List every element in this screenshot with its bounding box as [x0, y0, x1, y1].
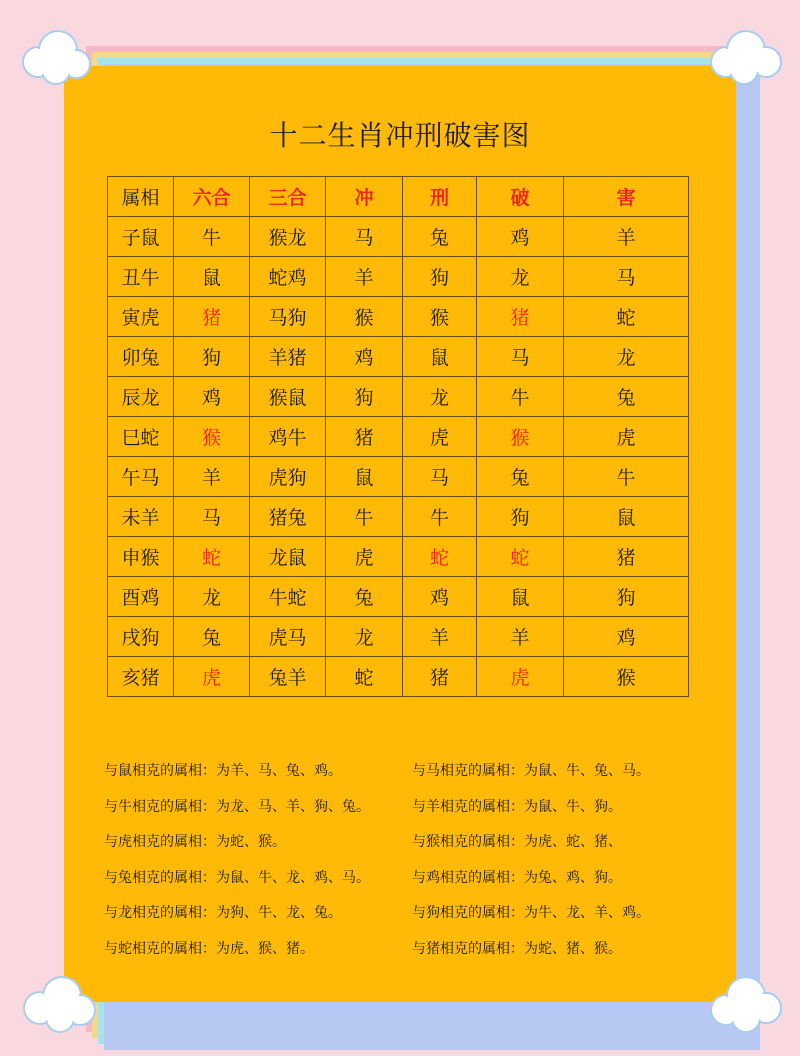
row-zodiac-cell: 寅虎	[108, 297, 174, 337]
table-cell: 狗	[403, 257, 477, 297]
table-cell: 狗	[477, 497, 564, 537]
table-cell: 蛇	[174, 537, 250, 577]
notes-right-column	[412, 754, 650, 967]
row-zodiac-cell: 未羊	[108, 497, 174, 537]
table-cell: 马	[326, 217, 403, 257]
table-cell: 虎	[564, 417, 689, 457]
zodiac-table	[107, 176, 689, 697]
table-row	[108, 417, 689, 457]
table-cell: 鸡牛	[250, 417, 326, 457]
table-cell: 羊猪	[250, 337, 326, 377]
table-cell: 猪	[174, 297, 250, 337]
header-liuhe: 六合	[174, 177, 250, 217]
table-cell: 蛇	[326, 657, 403, 697]
table-cell: 牛	[174, 217, 250, 257]
table-cell: 蛇鸡	[250, 257, 326, 297]
table-cell: 猪	[403, 657, 477, 697]
row-zodiac-cell: 卯兔	[108, 337, 174, 377]
table-cell: 鼠	[564, 497, 689, 537]
row-zodiac-cell: 巳蛇	[108, 417, 174, 457]
table-cell: 马	[403, 457, 477, 497]
note-line: 与狗相克的属相：为牛、龙、羊、鸡。	[412, 905, 650, 921]
table-cell: 牛	[326, 497, 403, 537]
table-cell: 马	[477, 337, 564, 377]
table-cell: 羊	[326, 257, 403, 297]
note-line: 与猪相克的属相：为蛇、猪、猴。	[412, 940, 622, 957]
table-cell: 兔	[477, 457, 564, 497]
table-cell: 猴龙	[250, 217, 326, 257]
header-xing: 刑	[403, 177, 477, 217]
header-sanhe: 三合	[250, 177, 326, 217]
table-cell: 兔	[403, 217, 477, 257]
row-zodiac-cell: 申猴	[108, 537, 174, 577]
note-line: 与猴相克的属相：为虎、蛇、猪、	[412, 834, 622, 850]
table-cell: 猪	[564, 537, 689, 577]
header-chong: 冲	[326, 177, 403, 217]
table-row	[108, 657, 689, 697]
table-cell: 兔	[564, 377, 689, 417]
table-cell: 猴	[477, 417, 564, 457]
table-cell: 狗	[564, 577, 689, 617]
table-cell: 马	[174, 497, 250, 537]
table-row	[108, 337, 689, 377]
note-line: 与鸡相克的属相：为兔、鸡、狗。	[412, 869, 622, 886]
table-row	[108, 537, 689, 577]
table-cell: 龙	[174, 577, 250, 617]
table-row	[108, 457, 689, 497]
table-row	[108, 497, 689, 537]
table-cell: 猪	[326, 417, 403, 457]
table-cell: 羊	[403, 617, 477, 657]
cloud-icon	[18, 26, 94, 88]
table-cell: 虎马	[250, 617, 326, 657]
table-cell: 虎	[477, 657, 564, 697]
table-row	[108, 377, 689, 417]
header-zodiac: 属相	[108, 177, 174, 217]
table-row	[108, 617, 689, 657]
note-line: 与蛇相克的属相：为虎、猴、猪。	[104, 940, 314, 957]
table-cell: 猴	[326, 297, 403, 337]
table-cell: 狗	[174, 337, 250, 377]
table-cell: 蛇	[564, 297, 689, 337]
table-cell: 牛	[403, 497, 477, 537]
table-cell: 猴鼠	[250, 377, 326, 417]
table-cell: 羊	[564, 217, 689, 257]
table-cell: 龙	[326, 617, 403, 657]
table-cell: 龙鼠	[250, 537, 326, 577]
table-cell: 兔	[174, 617, 250, 657]
table-row	[108, 217, 689, 257]
table-cell: 鸡	[564, 617, 689, 657]
table-cell: 猴	[564, 657, 689, 697]
cloud-icon	[704, 26, 784, 88]
row-zodiac-cell: 酉鸡	[108, 577, 174, 617]
table-cell: 猴	[403, 297, 477, 337]
table-cell: 猪	[477, 297, 564, 337]
table-cell: 虎	[326, 537, 403, 577]
row-zodiac-cell: 丑牛	[108, 257, 174, 297]
table-row	[108, 257, 689, 297]
table-cell: 鼠	[174, 257, 250, 297]
table-row	[108, 297, 689, 337]
table-cell: 鸡	[403, 577, 477, 617]
table-cell: 鸡	[477, 217, 564, 257]
note-line: 与羊相克的属相：为鼠、牛、狗。	[412, 798, 622, 815]
table-cell: 虎	[403, 417, 477, 457]
table-cell: 龙	[477, 257, 564, 297]
cloud-icon	[18, 972, 100, 1036]
table-cell: 鼠	[477, 577, 564, 617]
cloud-icon	[704, 972, 786, 1036]
table-cell: 鸡	[174, 377, 250, 417]
header-hai: 害	[564, 177, 689, 217]
row-zodiac-cell: 亥猪	[108, 657, 174, 697]
table-cell: 牛蛇	[250, 577, 326, 617]
table-row	[108, 577, 689, 617]
table-cell: 鸡	[326, 337, 403, 377]
table-cell: 虎狗	[250, 457, 326, 497]
table-cell: 龙	[564, 337, 689, 377]
table-cell: 鼠	[326, 457, 403, 497]
note-line: 与龙相克的属相：为狗、牛、龙、兔。	[104, 905, 342, 921]
table-cell: 兔羊	[250, 657, 326, 697]
table-cell: 蛇	[477, 537, 564, 577]
table-cell: 猴	[174, 417, 250, 457]
table-cell: 牛	[477, 377, 564, 417]
note-line: 与虎相克的属相：为蛇、猴。	[104, 834, 286, 850]
note-line: 与鼠相克的属相：为羊、马、兔、鸡。	[104, 763, 342, 779]
table-header-row	[108, 177, 689, 217]
table-cell: 牛	[564, 457, 689, 497]
row-zodiac-cell: 子鼠	[108, 217, 174, 257]
note-line: 与马相克的属相：为鼠、牛、兔、马。	[412, 763, 650, 779]
notes-left-column	[104, 754, 370, 967]
table-cell: 蛇	[403, 537, 477, 577]
table-cell: 虎	[174, 657, 250, 697]
note-line: 与兔相克的属相：为鼠、牛、龙、鸡、马。	[104, 869, 370, 886]
header-po: 破	[477, 177, 564, 217]
row-zodiac-cell: 午马	[108, 457, 174, 497]
table-cell: 马	[564, 257, 689, 297]
note-line: 与牛相克的属相：为龙、马、羊、狗、兔。	[104, 798, 370, 815]
table-cell: 狗	[326, 377, 403, 417]
table-cell: 鼠	[403, 337, 477, 377]
row-zodiac-cell: 辰龙	[108, 377, 174, 417]
table-cell: 龙	[403, 377, 477, 417]
row-zodiac-cell: 戌狗	[108, 617, 174, 657]
table-cell: 马狗	[250, 297, 326, 337]
table-cell: 猪兔	[250, 497, 326, 537]
page-title: 十二生肖冲刑破害图	[269, 119, 531, 152]
table-cell: 羊	[174, 457, 250, 497]
table-cell: 羊	[477, 617, 564, 657]
table-cell: 兔	[326, 577, 403, 617]
